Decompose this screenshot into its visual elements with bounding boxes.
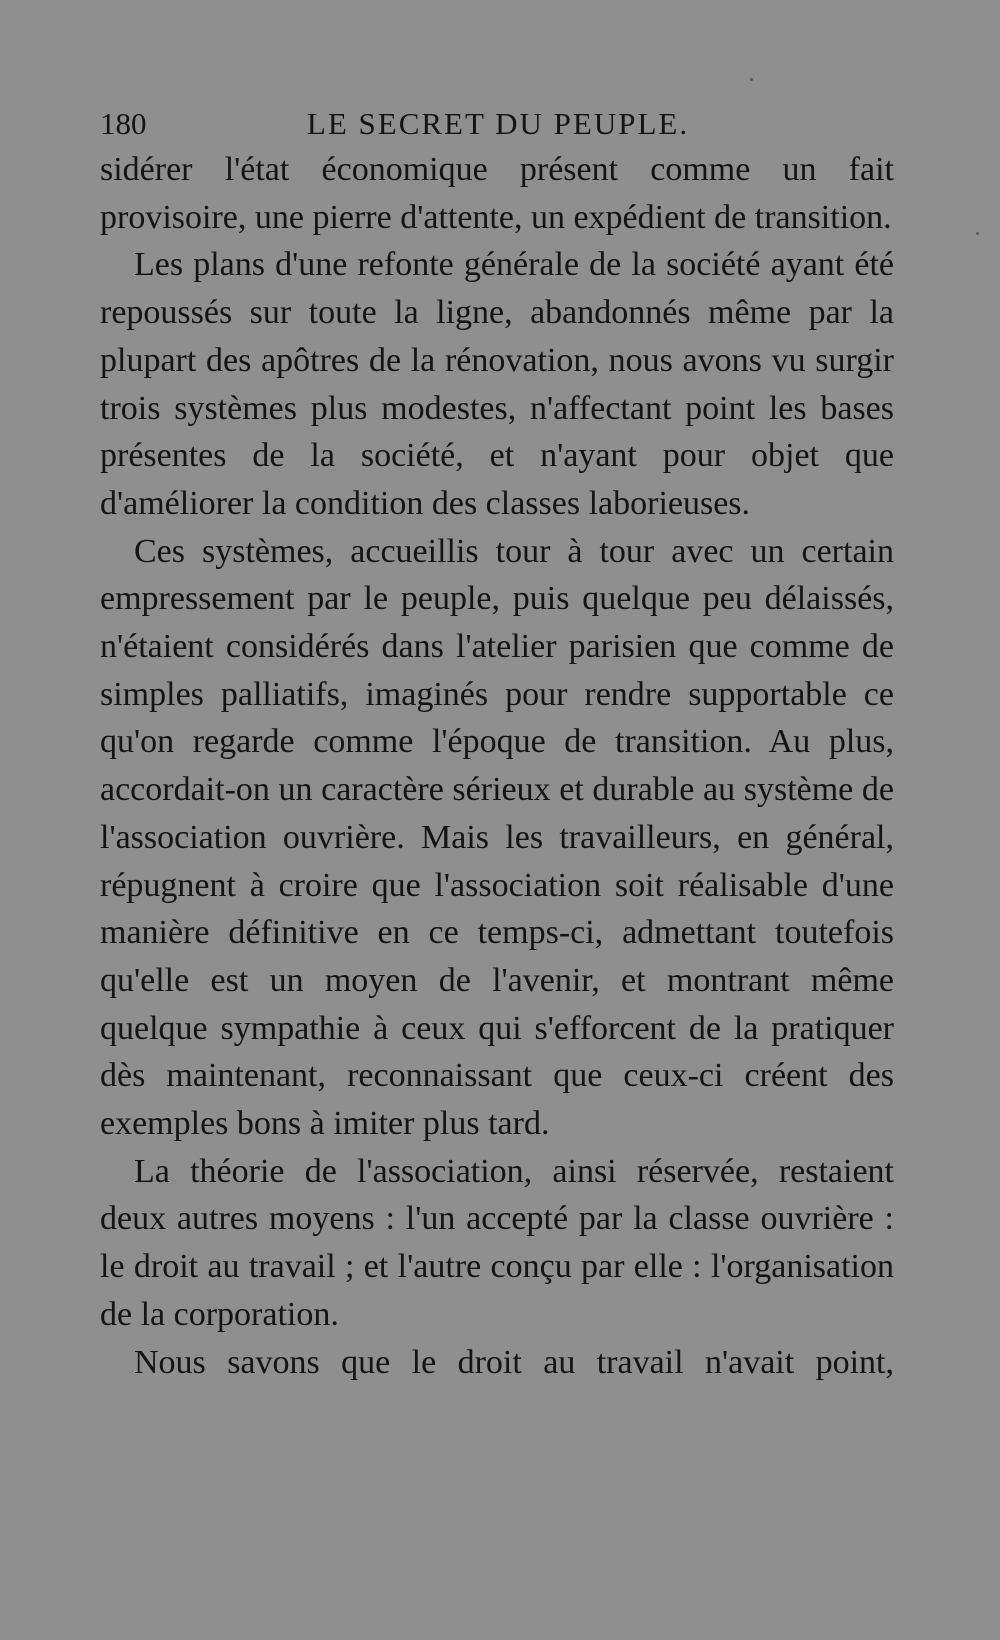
page-number: 180 bbox=[100, 106, 147, 141]
body-text bbox=[100, 146, 894, 1386]
scan-speck bbox=[976, 232, 979, 235]
scan-speck bbox=[750, 78, 753, 81]
running-header bbox=[100, 106, 894, 146]
running-title: LE SECRET DU PEUPLE. bbox=[306, 106, 690, 141]
paragraph: Ces systèmes, accueillis tour à tour avec un certain empressement par le peuple, puis quelque peu délaissés, n'étaient considérés dans l'atelier parisien que comme de simples palliatifs, imaginés pour rendre supportable ce qu'on regarde comme l'époque de transition. Au plus, accordait-on un caractère sérieux et durable au système de l'association ouvrière. Mais les travailleurs, en général, répugnent à croire que l'association soit réalisable d'une manière définitive en ce temps-ci, admettant toutefois qu'elle est un moyen de l'avenir, et montrant même quelque sympathie à ceux qui s'efforcent de la pratiquer dès maintenant, reconnaissant que ceux-ci créent des exemples bons à imiter plus tard. bbox=[100, 532, 894, 1143]
paragraph: sidérer l'état économique présent comme un fait provisoire, une pierre d'attente, un expédient de transition. bbox=[100, 151, 894, 236]
book-page bbox=[100, 106, 894, 1386]
paragraph: La théorie de l'association, ainsi réservée, restaient deux autres moyens : l'un accepté par la classe ouvrière : le droit au travail ; et l'autre conçu par elle : l'organisation de la corporation. bbox=[100, 1152, 894, 1333]
paragraph: Nous savons que le droit au travail n'avait point, bbox=[134, 1343, 894, 1381]
paragraph: Les plans d'une refonte générale de la société ayant été repoussés sur toute la ligne, abandonnés même par la plupart des apôtres de la rénovation, nous avons vu surgir trois systèmes plus modestes, n'affectant point les bases présentes de la société, et n'ayant pour objet que d'améliorer la condition des classes laborieuses. bbox=[100, 246, 894, 522]
